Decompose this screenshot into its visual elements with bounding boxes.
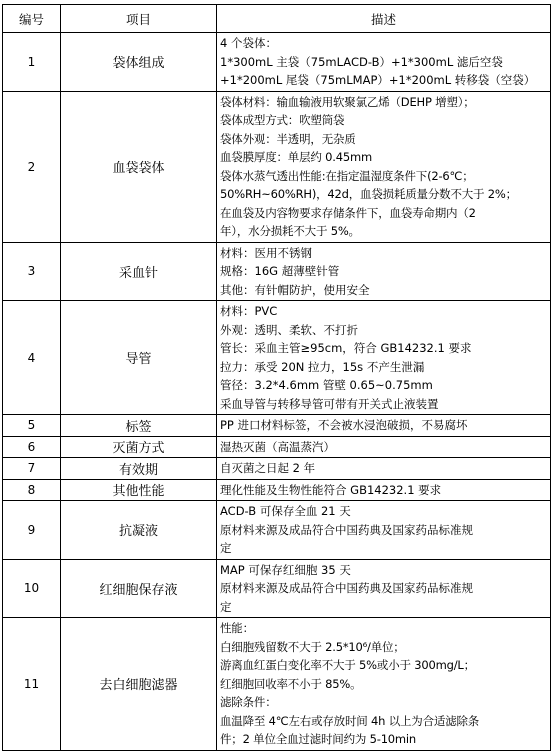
row-item: 红细胞保存液 [61, 559, 217, 618]
table-row [3, 479, 551, 501]
row-description [217, 559, 551, 618]
row-item: 抗凝液 [61, 501, 217, 560]
description-line: 袋体成型方式：吹塑筒袋 [220, 113, 345, 127]
row-item: 灭菌方式 [61, 436, 217, 458]
row-description [217, 458, 551, 480]
description-line: MAP 可保存红细胞 35 天 [220, 562, 351, 577]
row-number: 8 [3, 479, 61, 501]
description-line: 规格：16G 超薄壁针管 [220, 264, 340, 278]
row-description [217, 618, 551, 751]
description-line: 4 个袋体： [220, 36, 277, 50]
description-line: 滤除条件： [220, 695, 277, 709]
description-line: 性能： [220, 621, 254, 635]
description-line: 定 [220, 599, 232, 614]
description-line: 白细胞残留数不大于 2.5*10⁶/单位； [220, 639, 405, 654]
description-line: PP 进口材料标签，不会被水浸泡破损，不易腐坏 [220, 418, 468, 432]
description-line: 其他：有针帽防护，使用安全 [220, 282, 370, 297]
header-num: 编号 [3, 5, 61, 33]
description-line: 袋体材料：输血输液用软聚氯乙烯（DEHP 增塑）； [220, 94, 475, 109]
table-body [3, 33, 551, 751]
description-line: +1*200mL 尾袋（75mLMAP）+1*200mL 转移袋（空袋） [220, 73, 536, 87]
description-line: 血温降至 4℃左右或存放时间 4h 以上为合适滤除条 [220, 713, 480, 728]
row-description [217, 479, 551, 501]
row-item: 导管 [61, 301, 217, 415]
table-row [3, 301, 551, 415]
description-line: 原材料来源及成品符合中国药典及国家药品标准规 [220, 581, 473, 595]
row-number: 11 [3, 618, 61, 751]
description-line: 拉力：承受 20N 拉力，15s 不产生泄漏 [220, 359, 425, 374]
row-number: 7 [3, 458, 61, 480]
description-line: 管径：3.2*4.6mm 管壁 0.65~0.75mm [220, 378, 433, 392]
description-line: 1*300mL 主袋（75mLACD-B）+1*300mL 滤后空袋 [220, 54, 503, 69]
header-row [3, 5, 551, 33]
table-row [3, 242, 551, 301]
row-item: 采血针 [61, 242, 217, 301]
description-line: 材料：PVC [220, 304, 278, 318]
row-description [217, 91, 551, 242]
table-row [3, 501, 551, 560]
description-line: 原材料来源及成品符合中国药典及国家药品标准规 [220, 522, 473, 537]
spec-table [2, 4, 551, 751]
description-line: 在血袋及内容物要求存储条件下，血袋寿命期内（2 [220, 205, 476, 220]
row-number: 9 [3, 501, 61, 560]
header-desc: 描述 [217, 5, 551, 33]
row-item: 去白细胞滤器 [61, 618, 217, 751]
table-row [3, 91, 551, 242]
description-line: 50%RH~60%RH)，42d，血袋损耗质量分数不大于 2%； [220, 187, 517, 201]
description-line: 湿热灭菌（高温蒸汽） [220, 439, 335, 454]
table-row [3, 33, 551, 92]
table-row [3, 559, 551, 618]
table-row [3, 415, 551, 437]
row-description [217, 33, 551, 92]
row-description [217, 501, 551, 560]
row-item: 血袋袋体 [61, 91, 217, 242]
description-line: 红细胞回收率不小于 85%。 [220, 676, 362, 691]
row-number: 5 [3, 415, 61, 437]
row-number: 4 [3, 301, 61, 415]
header-item: 项目 [61, 5, 217, 33]
description-line: 自灭菌之日起 2 年 [220, 461, 316, 475]
row-description [217, 436, 551, 458]
description-line: 材料：医用不锈钢 [220, 245, 312, 260]
description-line: 件；2 单位全血过滤时间约为 5-10min [220, 732, 417, 746]
row-item: 标签 [61, 415, 217, 437]
description-line: 管长：采血主管≥95cm，符合 GB14232.1 要求 [220, 341, 472, 355]
description-line: 年），水分损耗不大于 5%。 [220, 224, 360, 238]
description-line: 袋体外观：半透明，无杂质 [220, 131, 356, 146]
description-line: 游离血红蛋白变化率不大于 5%或小于 300mg/L； [220, 658, 475, 672]
table-row [3, 436, 551, 458]
description-line: 理化性能及生物性能符合 GB14232.1 要求 [220, 482, 442, 497]
description-line: ACD-B 可保存全血 21 天 [220, 504, 351, 518]
description-line: 血袋膜厚度：单层约 0.45mm [220, 150, 372, 164]
description-line: 采血导管与转移导管可带有开关式止液装置 [220, 396, 439, 411]
row-number: 6 [3, 436, 61, 458]
row-item: 袋体组成 [61, 33, 217, 92]
row-description [217, 301, 551, 415]
row-number: 1 [3, 33, 61, 92]
description-line: 袋体水蒸气透出性能:在指定温湿度条件下(2-6℃； [220, 168, 474, 183]
row-number: 2 [3, 91, 61, 242]
table-row [3, 618, 551, 751]
row-number: 10 [3, 559, 61, 618]
description-line: 定 [220, 541, 232, 555]
row-item: 其他性能 [61, 479, 217, 501]
row-number: 3 [3, 242, 61, 301]
row-description [217, 242, 551, 301]
table-row [3, 458, 551, 480]
description-line: 外观：透明、柔软、不打折 [220, 322, 358, 337]
row-item: 有效期 [61, 458, 217, 480]
row-description [217, 415, 551, 437]
